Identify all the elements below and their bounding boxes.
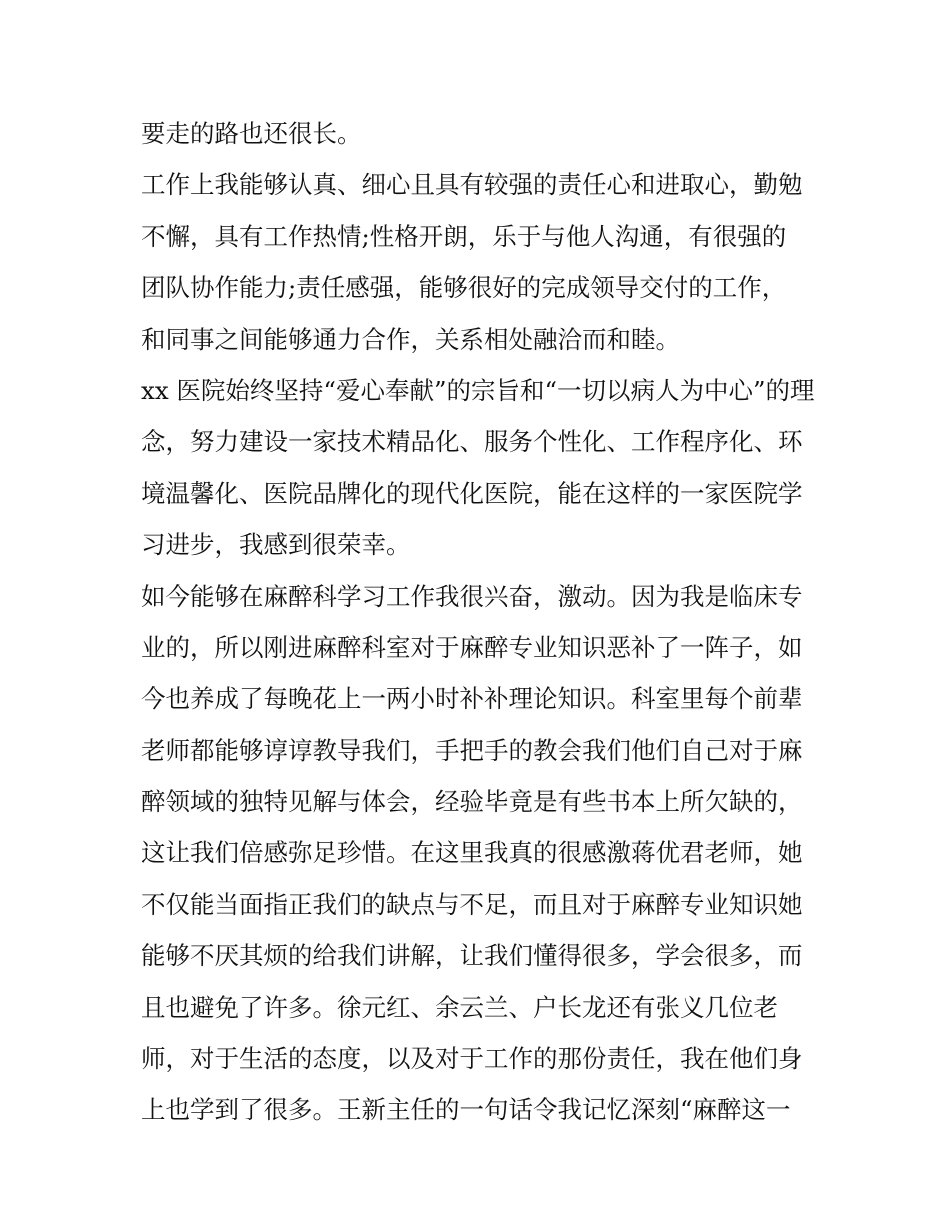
text-line: 境温馨化、医院品牌化的现代化医院，能在这样的一家医院学	[141, 478, 803, 508]
text-line: 这让我们倍感弥足珍惜。在这里我真的很感激蒋优君老师，她	[141, 838, 803, 868]
text-line: 不懈，具有工作热情;性格开朗，乐于与他人沟通，有很强的	[141, 221, 787, 251]
text-line: 不仅能当面指正我们的缺点与不足，而且对于麻醉专业知识她	[141, 889, 803, 919]
text-line: 师，对于生活的态度，以及对于工作的那份责任，我在他们身	[141, 1044, 803, 1074]
text-line: 习进步，我感到很荣幸。	[141, 530, 411, 560]
text-line: 念，努力建设一家技术精品化、服务个性化、工作程序化、环	[141, 427, 803, 457]
text-line: 和同事之间能够通力合作，关系相处融洽而和睦。	[141, 324, 680, 354]
text-line: 今也养成了每晚花上一两小时补补理论知识。科室里每个前辈	[141, 684, 803, 714]
text-line: 上也学到了很多。王新主任的一句话令我记忆深刻“麻醉这一	[141, 1095, 791, 1125]
text-line: 工作上我能够认真、细心且具有较强的责任心和进取心，勤勉	[141, 170, 803, 200]
text-line: 要走的路也还很长。	[141, 119, 362, 148]
text-line: 团队协作能力;责任感强，能够很好的完成领导交付的工作，	[141, 273, 787, 303]
text-line: 且也避免了许多。徐元红、余云兰、户长龙还有张义几位老	[141, 992, 778, 1022]
text-line: 业的，所以刚进麻醉科室对于麻醉专业知识恶补了一阵子，如	[141, 632, 803, 662]
text-line: 老师都能够谆谆教导我们，手把手的教会我们他们自己对于麻	[141, 735, 803, 765]
text-line: xx 医院始终坚持“爱心奉献”的宗旨和“一切以病人为中心”的理	[141, 375, 815, 405]
text-line: 醉领域的独特见解与体会，经验毕竟是有些书本上所欠缺的，	[141, 787, 803, 817]
text-line: 如今能够在麻醉科学习工作我很兴奋，激动。因为我是临床专	[141, 581, 803, 611]
text-line: 能够不厌其烦的给我们讲解，让我们懂得很多，学会很多，而	[141, 941, 803, 971]
body-text	[141, 108, 821, 1136]
